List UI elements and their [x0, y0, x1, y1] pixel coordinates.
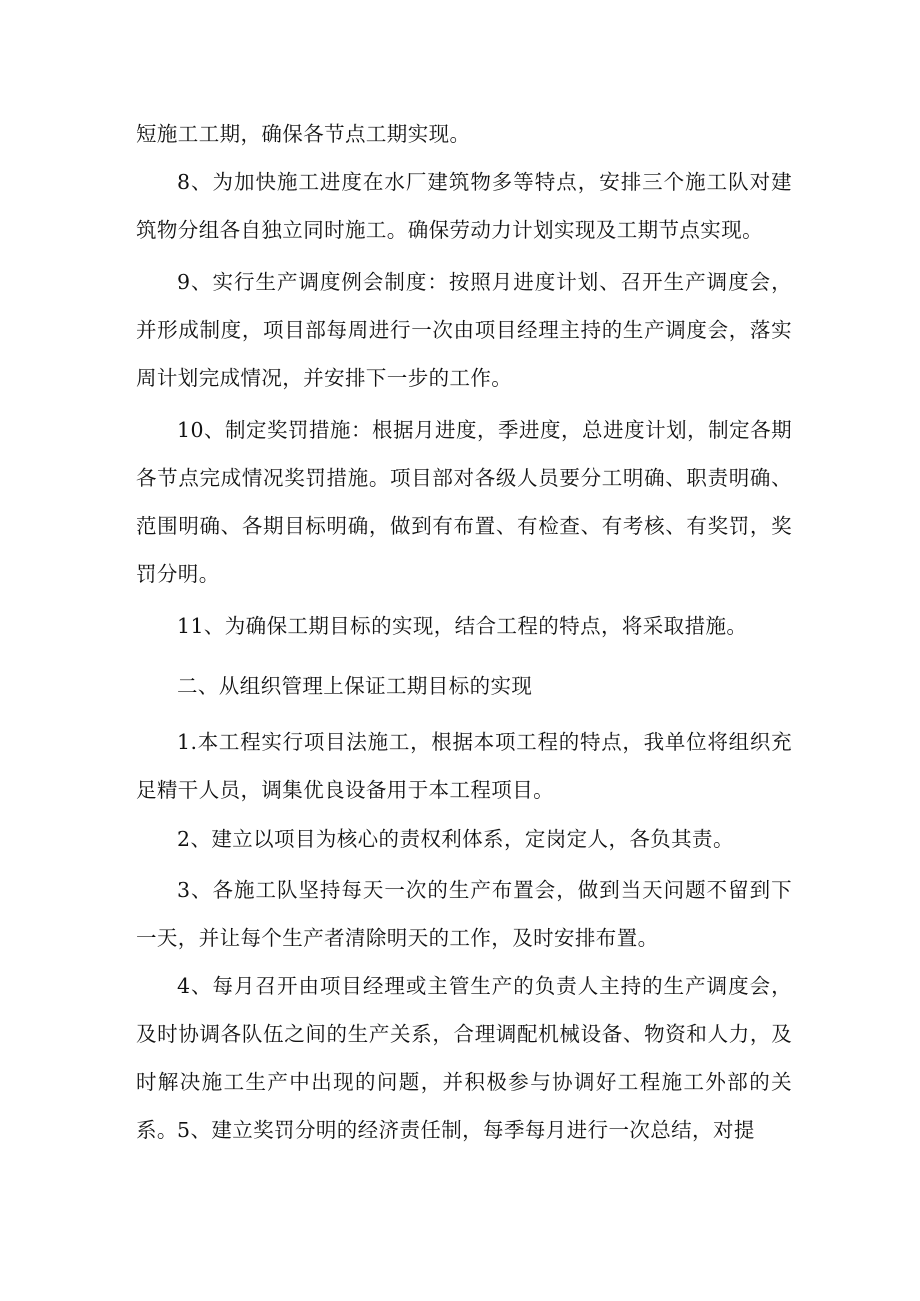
section-heading: 二、从组织管理上保证工期目标的实现	[177, 674, 533, 698]
paragraph-item-2: 2、建立以项目为核心的责权利体系，定岗定人，各负其责。	[177, 827, 734, 851]
paragraph-item-5: 5、建立奖罚分明的经济责任制，每季每月进行一次总结，对提	[177, 1118, 755, 1142]
paragraph-item-3: 3、各施工队坚持每天一次的生产布置会，做到当天问题不留到下一天，并让每个生产者清除明天的工作，及时安排布置。	[136, 878, 792, 950]
paragraph-item-8: 8、为加快施工进度在水厂建筑物多等特点，安排三个施工队对建筑物分组各自独立同时施工。确保劳动力计划实现及工期节点实现。	[136, 170, 792, 242]
paragraph-item-1: 1.本工程实行项目法施工，根据本项工程的特点，我单位将组织充足精干人员，调集优良设备用于本工程项目。	[136, 730, 792, 802]
paragraph-continuation: 短施工工期，确保各节点工期实现。	[136, 122, 471, 146]
paragraph-item-4: 4、每月召开由项目经理或主管生产的负责人主持的生产调度会，及时协调各队伍之间的生产关系，合理调配机械设备、物资和人力，及时解决施工生产中出现的问题，并积极参与协调好工程施工外部的关系。	[136, 974, 792, 1142]
paragraph-item-9: 9、实行生产调度例会制度：按照月进度计划、召开生产调度会，并形成制度，项目部每周进行一次由项目经理主持的生产调度会，落实周计划完成情况，并安排下一步的工作。	[136, 270, 792, 390]
paragraph-item-11: 11、为确保工期目标的实现，结合工程的特点，将采取措施。	[177, 614, 748, 638]
paragraph-item-10: 10、制定奖罚措施：根据月进度，季进度，总进度计划，制定各期各节点完成情况奖罚措施。项目部对各级人员要分工明确、职责明确、范围明确、各期目标明确，做到有布置、有检查、有考核、有奖罚，奖罚分明。	[136, 418, 792, 586]
